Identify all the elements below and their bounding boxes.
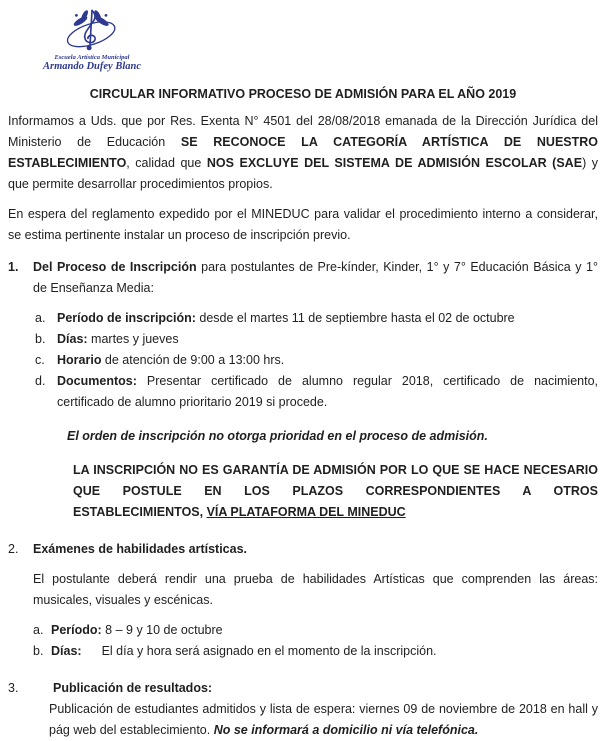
- intro-bold-1: SE RECONOCE LA CATEGORÍA ARTÍSTICA DE NUESTRO ESTABLECIMIENTO: [8, 135, 599, 170]
- list-item: [35, 350, 598, 371]
- list-item: [35, 371, 598, 413]
- section-2: [8, 539, 598, 662]
- school-name-label: Armando Dufey Blanc: [42, 61, 141, 72]
- section-1-heading-rest: para postulantes de Pre-kínder, Kinder, 1° y 7° Educación Básica y 1° de Enseñanza Media:: [33, 260, 598, 295]
- intro-text-1: Informamos a Uds. que por Res. Exenta N° 4501 del 28/08/2018 emanada de la Dirección Jurídica del Ministerio de Educación: [8, 114, 598, 149]
- item-value: 8 – 9 y 10 de octubre: [101, 623, 223, 637]
- item-value: de atención de 9:00 a 13:00 hrs.: [101, 353, 285, 367]
- list-item: [35, 329, 598, 350]
- mineduc-paragraph: En espera del reglamento expedido por el MINEDUC para validar el procedimiento interno a considerar, se estima pertinente instalar un proceso de inscripción previo.: [8, 207, 598, 242]
- section-1-number: 1.: [8, 260, 19, 274]
- section-1-heading-bold: Del Proceso de Inscripción: [33, 260, 197, 274]
- section-2-body: El postulante deberá rendir una prueba de habilidades Artísticas que comprenden las áreas: musicales, visuales y escénicas.: [33, 572, 598, 607]
- list-item: [33, 641, 598, 662]
- item-letter: a.: [33, 623, 44, 637]
- results-bold-italic: No se informará a domicilio ni vía telefónica.: [213, 723, 479, 737]
- item-letter: a.: [35, 311, 46, 325]
- intro-paragraph: [8, 111, 598, 195]
- section-3-heading: Publicación de resultados:: [53, 681, 213, 695]
- section-2-number: 2.: [8, 542, 19, 556]
- item-value: Presentar certificado de alumno regular 2018, certificado de nacimiento, certificado de alumno prioritario 2019 si procede.: [57, 374, 598, 409]
- item-letter: d.: [35, 374, 46, 388]
- intro-text-3: ) y que permite desarrollar procedimientos propios.: [8, 156, 599, 191]
- item-text: [51, 641, 598, 662]
- section-3-content: [33, 678, 598, 741]
- item-text: [57, 350, 598, 371]
- item-value: desde el martes 11 de septiembre hasta el 02 de octubre: [195, 311, 515, 325]
- section-2-content: [33, 539, 598, 662]
- section-3: [8, 678, 598, 741]
- inscription-order-note: El orden de inscripción no otorga prioridad en el proceso de admisión.: [67, 429, 488, 443]
- item-text: [57, 308, 598, 329]
- section-1: [8, 257, 598, 523]
- item-label: Período de inscripción:: [57, 311, 196, 325]
- section-3-number: 3.: [8, 681, 19, 695]
- item-letter: c.: [35, 353, 45, 367]
- page-title: CIRCULAR INFORMATIVO PROCESO DE ADMISIÓN PARA EL AÑO 2019: [89, 87, 517, 101]
- no-guarantee-warning: [73, 460, 598, 523]
- intro-bold-2: NOS EXCLUYE DEL SISTEMA DE ADMISIÓN ESCOLAR (SAE: [206, 156, 583, 170]
- item-label: Período:: [51, 623, 102, 637]
- item-label: Días:: [57, 332, 88, 346]
- warning-text: LA INSCRIPCIÓN NO ES GARANTÍA DE ADMISIÓN POR LO QUE SE HACE NECESARIO QUE POSTULE EN LOS PLAZOS CORRESPONDIENTES A OTROS ESTABLECIMIENTOS,: [73, 463, 598, 519]
- results-text: Publicación de estudiantes admitidos y lista de espera: viernes 09 de noviembre de 2018 en hall y pág web del establecimiento.: [49, 702, 598, 737]
- list-item: [33, 620, 598, 641]
- section-2-heading: Exámenes de habilidades artísticas.: [33, 542, 247, 556]
- item-value: martes y jueves: [87, 332, 179, 346]
- item-letter: b.: [33, 644, 44, 658]
- school-logo: [22, 8, 162, 73]
- item-letter: b.: [35, 332, 46, 346]
- item-label: Documentos:: [57, 374, 137, 388]
- school-type-label: Escuela Artística Municipal: [54, 54, 130, 61]
- warning-underlined-text: VÍA PLATAFORMA DEL MINEDUC: [206, 505, 406, 519]
- item-label: Horario: [57, 353, 102, 367]
- section-1-content: [33, 257, 598, 523]
- treble-clef-logo-icon: [51, 8, 133, 54]
- item-text: [57, 371, 598, 413]
- section-1-sublist: [35, 308, 598, 413]
- section-1-heading: [33, 257, 598, 299]
- item-label: Días:: [51, 644, 82, 658]
- item-text: [51, 620, 598, 641]
- item-value: El día y hora será asignado en el momento de la inscripción.: [101, 644, 437, 658]
- section-2-sublist: [33, 620, 598, 662]
- intro-text-2: , calidad que: [126, 156, 207, 170]
- list-item: [35, 308, 598, 329]
- item-text: [57, 329, 598, 350]
